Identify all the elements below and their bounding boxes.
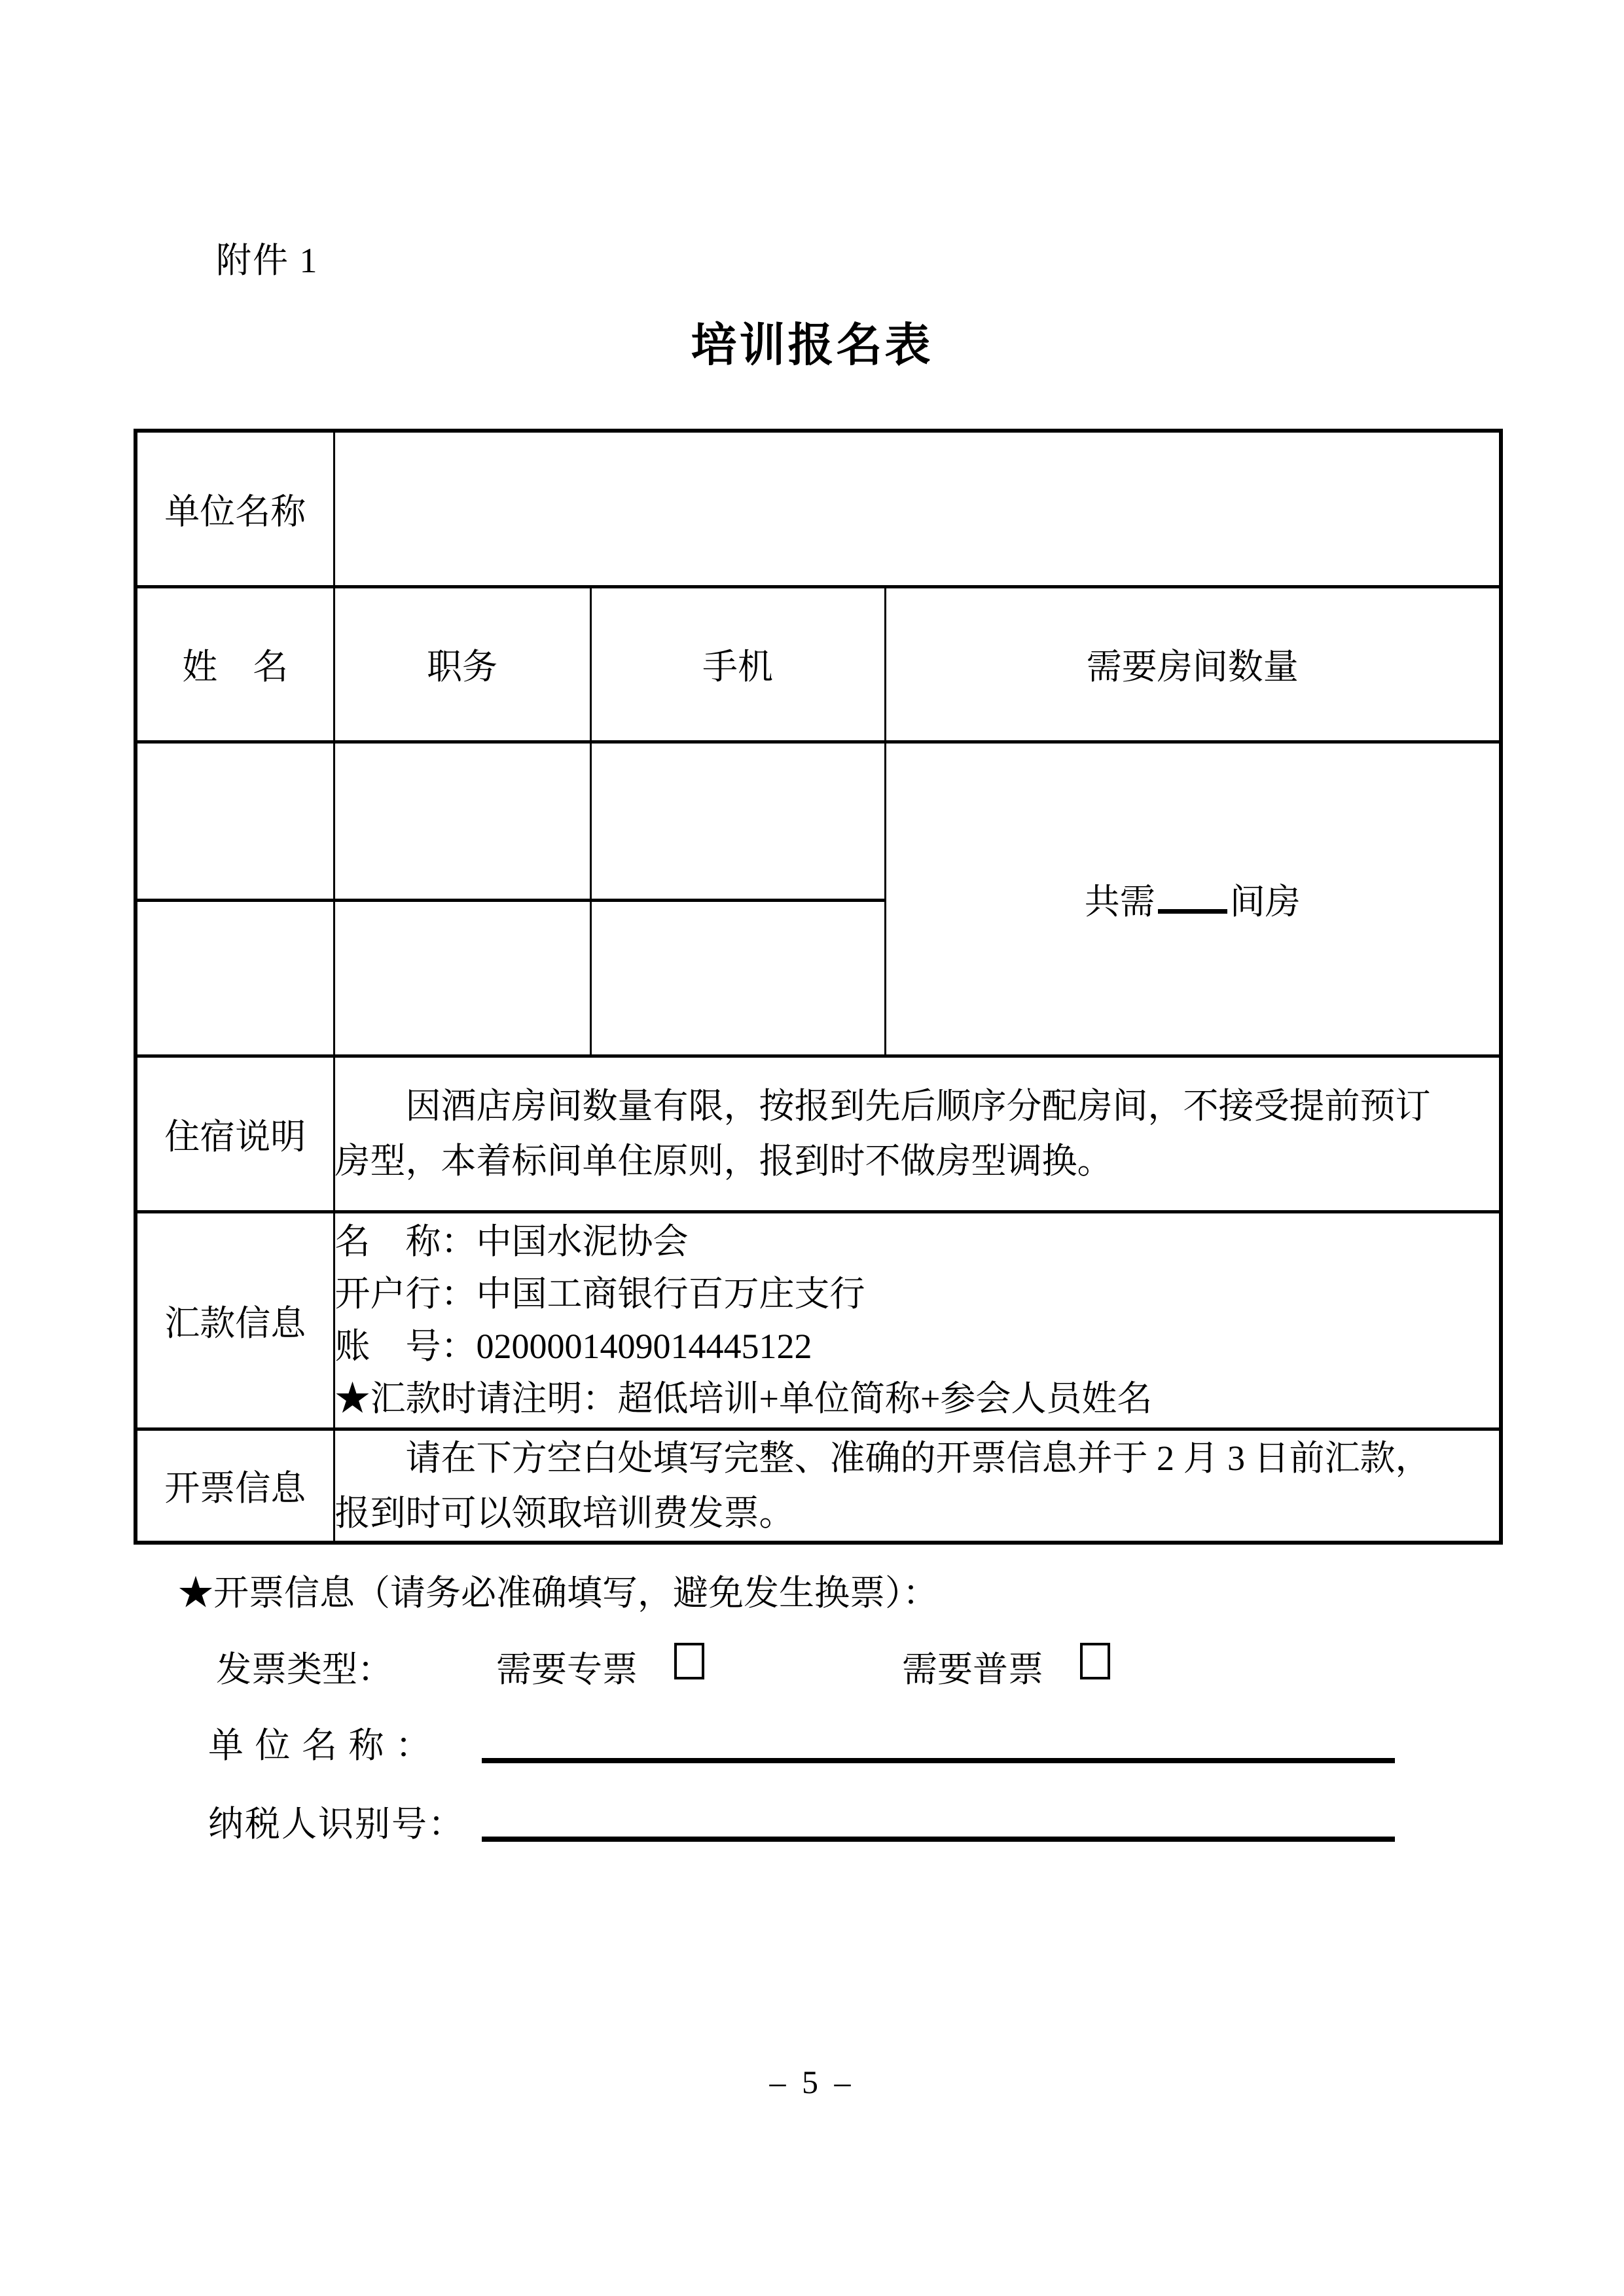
invoice-line-2: 报到时可以领取培训费发票。 (334, 1493, 795, 1533)
rooms-total-suffix: 间房 (1229, 882, 1301, 922)
remittance-label: 汇款信息 (135, 1211, 334, 1429)
accommodation-text (334, 1056, 1501, 1211)
table-row (135, 1056, 1501, 1211)
table-row (135, 431, 1501, 586)
remittance-note: ★汇款时请注明：超低培训+单位简称+参会人员姓名 (334, 1379, 1153, 1418)
rooms-total-cell[interactable] (885, 742, 1501, 1056)
header-mobile: 手机 (590, 586, 885, 742)
rooms-total-prefix: 共需 (1084, 882, 1155, 922)
remittance-account-number: 账 号：0200001409014445122 (334, 1327, 812, 1366)
mobile-field-2[interactable] (590, 900, 885, 1056)
taxpayer-id-row (208, 1796, 1485, 1843)
invoice-label: 开票信息 (135, 1429, 334, 1543)
invoice-text (334, 1429, 1501, 1543)
header-name: 姓 名 (135, 586, 334, 742)
company-name-row (208, 1717, 1485, 1765)
rooms-total-blank[interactable] (1158, 874, 1227, 914)
accommodation-line-1: 因酒店房间数量有限，按报到先后顺序分配房间，不接受提前预订 (405, 1086, 1431, 1126)
name-field-1[interactable] (135, 742, 334, 900)
taxpayer-id-blank[interactable] (482, 1837, 1395, 1842)
invoice-type-label: 发票类型： (216, 1650, 393, 1689)
unit-name-label: 单位名称 (135, 431, 334, 586)
page-number: – 5 – (769, 2064, 855, 2100)
table-row (135, 586, 1501, 742)
table-row (135, 1211, 1501, 1429)
attachment-label: 附件 1 (216, 241, 319, 280)
company-name-blank[interactable] (482, 1758, 1395, 1763)
remittance-bank: 开户行：中国工商银行百万庄支行 (334, 1274, 865, 1314)
position-field-1[interactable] (334, 742, 590, 900)
invoice-line-1: 请在下方空白处填写完整、准确的开票信息并于 2 月 3 日前汇款， (405, 1438, 1431, 1478)
invoice-section-heading: ★开票信息（请务必准确填写，避免发生换票）： (178, 1573, 938, 1613)
company-name-label: 单 位 名 称 ： (208, 1726, 432, 1765)
name-field-2[interactable] (135, 900, 334, 1056)
general-invoice-checkbox[interactable] (1080, 1643, 1110, 1679)
special-invoice-label: 需要专票 (496, 1650, 638, 1689)
general-invoice-label: 需要普票 (902, 1650, 1043, 1689)
table-row (135, 1429, 1501, 1543)
header-rooms: 需要房间数量 (885, 586, 1501, 742)
position-field-2[interactable] (334, 900, 590, 1056)
page-title: 培训报名表 (691, 321, 933, 371)
unit-name-field[interactable] (334, 431, 1501, 586)
remittance-account-name: 名 称：中国水泥协会 (334, 1222, 689, 1261)
table-row (135, 742, 1501, 900)
header-position: 职务 (334, 586, 590, 742)
mobile-field-1[interactable] (590, 742, 885, 900)
registration-form-table (134, 429, 1503, 1545)
special-invoice-checkbox[interactable] (674, 1643, 704, 1679)
accommodation-label: 住宿说明 (135, 1056, 334, 1211)
invoice-type-row (0, 1641, 1624, 1687)
accommodation-line-2: 房型，本着标间单住原则，报到时不做房型调换。 (334, 1141, 1113, 1181)
taxpayer-id-label: 纳税人识别号： (208, 1804, 465, 1844)
remittance-info (334, 1211, 1501, 1429)
